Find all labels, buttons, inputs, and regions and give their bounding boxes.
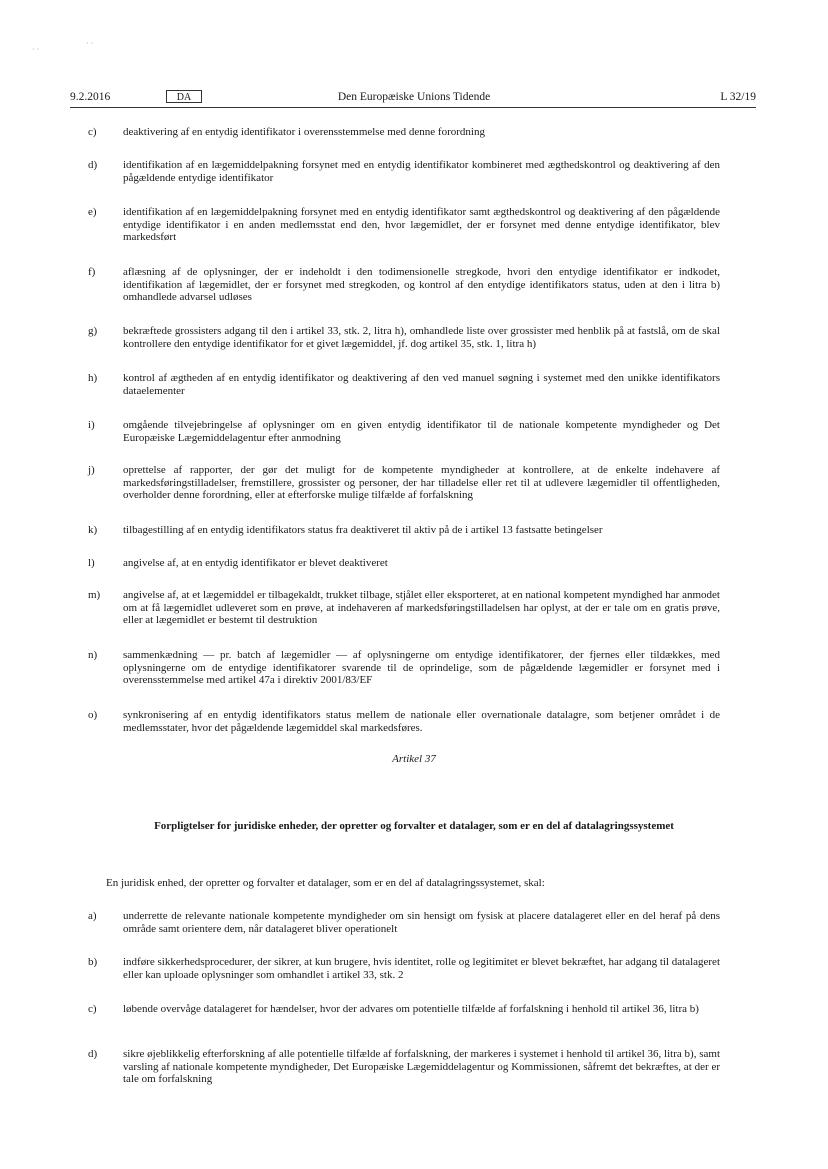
list-item: [88, 464, 720, 502]
list-item: [88, 126, 720, 139]
list-item-text: identifikation af en lægemiddelpakning forsynet med en entydig identifikator kombineret med ægthedskontrol og deaktivering af den pågældende entydige identifikator: [123, 159, 720, 184]
list-item: [88, 266, 720, 304]
list-item: [88, 372, 720, 397]
journal-title: Den Europæiske Unions Tidende: [337, 91, 491, 103]
scan-speck: · ·: [32, 45, 40, 54]
list-item-label: c): [88, 126, 97, 138]
list-item-label: d): [88, 1048, 98, 1060]
list-item-label: b): [88, 956, 98, 968]
list-item-label: f): [88, 266, 96, 278]
list-item-text: deaktivering af en entydig identifikator i overensstemmelse med denne forordning: [123, 126, 485, 138]
list-item-label: e): [88, 206, 97, 218]
header-date: 9.2.2016: [70, 91, 111, 103]
list-item-label: k): [88, 524, 98, 536]
list-item-label: j): [88, 464, 95, 476]
list-item-text: sikre øjeblikkelig efterforskning af alle potentielle tilfælde af forfalskning, der markeres i systemet i henhold til artikel 36, litra b), samt varsling af nationale kompetente myndigheder, Det Europæiske Lægemiddelagentur og Kommissionen, såfremt det bekræftes, at der er tale om forfalskning: [123, 1048, 720, 1086]
list-item-text: underrette de relevante nationale kompetente myndigheder om sin hensigt om fysisk at placere datalageret eller en del heraf på dens område samt orientere dem, når datalageret bliver operationelt: [123, 910, 720, 935]
article-item: [88, 1048, 720, 1086]
list-item-text: angivelse af, at et lægemiddel er tilbagekaldt, trukket tilbage, stjålet eller eksporteret, at en national kompetent myndighed har anmodet om at få lægemidlet udleveret som en prøve, at indehaveren af markedsføringstilladelsen har oplyst, at der er tale om en gratis prøve, eller at lægemidlet er bestemt til destruktion: [123, 589, 720, 627]
article-number: Artikel 37: [392, 753, 436, 765]
list-item-label: g): [88, 325, 98, 337]
list-item-text: omgående tilvejebringelse af oplysninger om en given entydig identifikator til de nationale kompetente myndigheder og Det Europæiske Lægemiddelagentur efter anmodning: [123, 419, 720, 444]
list-item-label: h): [88, 372, 98, 384]
page-reference: L 32/19: [720, 91, 756, 103]
list-item: [88, 206, 720, 244]
list-item-text: synkronisering af en entydig identifikators status mellem de nationale eller overnationale datalagre, som betjener området i de medlemsstater, hvor det pågældende lægemiddel skal markedsføres.: [123, 709, 720, 734]
list-item: [88, 557, 720, 570]
list-item: [88, 419, 720, 444]
article-item: [88, 1003, 720, 1016]
list-item-text: sammenkædning — pr. batch af lægemidler — af oplysningerne om entydige identifikatorer, der fjernes eller tildækkes, med oplysningerne om de entydige identifikatorer svarende til de oprindelige, som de pågældende lægemidler er forsynet med i overensstemmelse med artikel 47a i direktiv 2001/83/EF: [123, 649, 720, 687]
list-item-label: d): [88, 159, 98, 171]
list-item-label: n): [88, 649, 98, 661]
list-item-text: løbende overvåge datalageret for hændelser, hvor der advares om potentielle tilfælde af forfalskning i henhold til artikel 36, litra b): [123, 1003, 699, 1015]
list-item-text: oprettelse af rapporter, der gør det muligt for de kompetente myndigheder at kontrollere, at de enkelte indehavere af markedsføringstilladelser, fremstillere, grossister og personer, der har tilladelse eller ret til at udlevere lægemidler til offentligheden, overholder denne forordning, eller at efterforske mulige tilfælde af forfalskning: [123, 464, 720, 502]
list-item-label: c): [88, 1003, 97, 1015]
list-item-text: angivelse af, at en entydig identifikator er blevet deaktiveret: [123, 557, 388, 569]
article-intro: En juridisk enhed, der opretter og forvalter et datalager, som er en del af datalagringssystemet, skal:: [106, 877, 545, 889]
list-item-text: bekræftede grossisters adgang til den i artikel 33, stk. 2, litra h), omhandlede liste over grossister med henblik på at fastslå, om de skal kontrollere den entydige identifikator for et givet lægemiddel, jf. dog artikel 35, stk. 1, litra h): [123, 325, 720, 350]
list-item: [88, 709, 720, 734]
language-badge: DA: [166, 90, 202, 103]
list-item-text: indføre sikkerhedsprocedurer, der sikrer, at kun brugere, hvis identitet, rolle og legitimitet er blevet bekræftet, har adgang til datalageret eller kan uploade oplysninger som omhandlet i artikel 33, stk. 2: [123, 956, 720, 981]
scan-speck: · ·: [86, 39, 94, 48]
list-item: [88, 159, 720, 184]
list-item-label: a): [88, 910, 97, 922]
list-item-text: identifikation af en lægemiddelpakning forsynet med en entydig identifikator samt ægthedskontrol og deaktivering af den pågældende entydige identifikator i en anden medlemsstat end den, hvor lægemidlet, der er forsynet med denne entydige identifikator, blev markedsført: [123, 206, 720, 244]
list-item-text: tilbagestilling af en entydig identifikators status fra deaktiveret til aktiv på de i artikel 13 fastsatte betingelser: [123, 524, 603, 536]
list-item: [88, 325, 720, 350]
article-title: Forpligtelser for juridiske enheder, der opretter og forvalter et datalager, som er en del af datalagringssystemet: [154, 820, 674, 832]
list-item-label: i): [88, 419, 95, 431]
list-item: [88, 524, 720, 537]
header-rule: [70, 107, 756, 108]
list-item-text: kontrol af ægtheden af en entydig identifikator og deaktivering af den ved manuel søgning i systemet med den unikke identifikators dataelementer: [123, 372, 720, 397]
article-item: [88, 956, 720, 981]
list-item: [88, 649, 720, 687]
list-item-label: l): [88, 557, 95, 569]
list-item: [88, 589, 720, 627]
list-item-label: m): [88, 589, 101, 601]
article-item: [88, 910, 720, 935]
list-item-text: aflæsning af de oplysninger, der er indeholdt i den todimensionelle stregkode, hvori den entydige identifikator er indkodet, identifikation af lægemidlet, der er forsynet med stregkoden, og kontrol af den entydige identifikators status, uden at den i litra b) omhandlede advarsel udløses: [123, 266, 720, 304]
list-item-label: o): [88, 709, 98, 721]
